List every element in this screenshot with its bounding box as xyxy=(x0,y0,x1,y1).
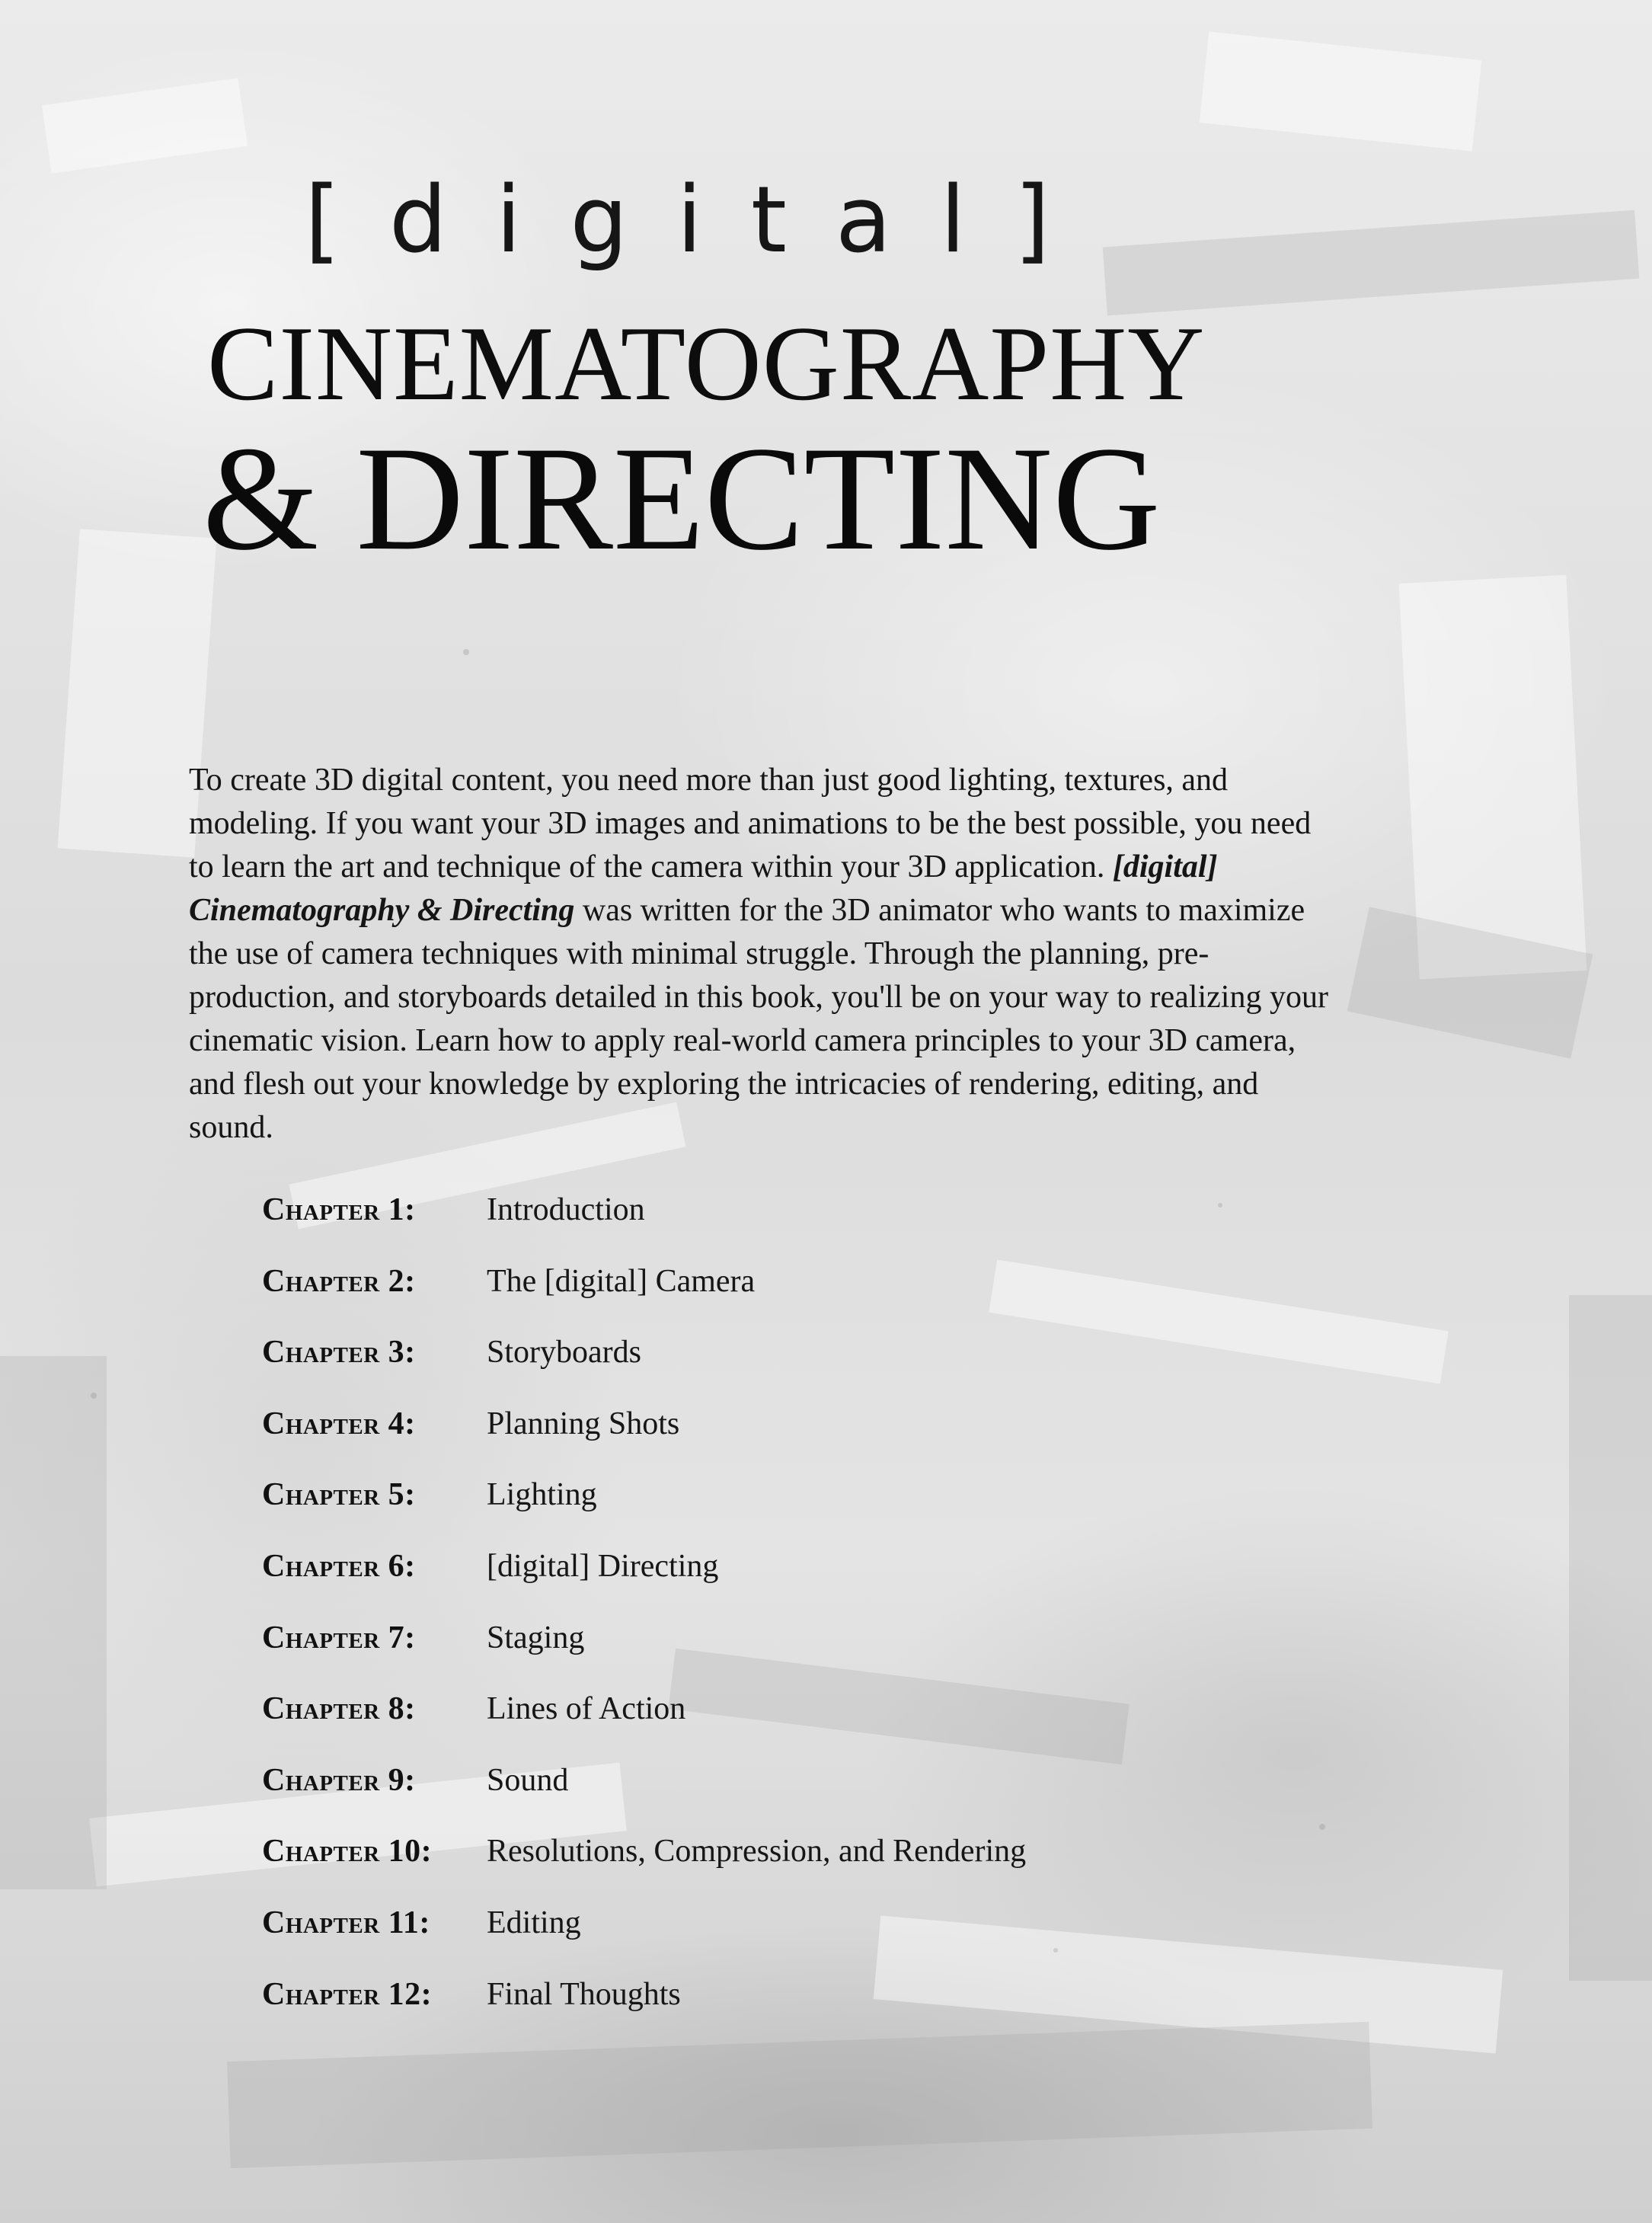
chapter-item xyxy=(262,1615,1328,1687)
chapter-title: Editing xyxy=(487,1905,581,1940)
description-book-title: [digital] Cinematography & Directing xyxy=(189,849,1218,928)
chapter-title: Lines of Action xyxy=(487,1691,686,1727)
chapter-label: Chapter 2: xyxy=(262,1263,416,1299)
chapter-title: Introduction xyxy=(487,1192,645,1227)
chapter-item xyxy=(262,1472,1328,1543)
chapter-title: Final Thoughts xyxy=(487,1976,681,2012)
book-description xyxy=(189,759,1339,1150)
chapter-item xyxy=(262,1900,1328,1972)
chapter-label: Chapter 1: xyxy=(262,1192,416,1227)
chapter-label: Chapter 8: xyxy=(262,1691,416,1727)
chapter-item xyxy=(262,1401,1328,1473)
chapter-item xyxy=(262,1187,1328,1259)
chapter-title: Storyboards xyxy=(487,1335,641,1371)
chapter-title: Sound xyxy=(487,1762,569,1798)
chapter-item xyxy=(262,1758,1328,1829)
book-title-line-2: & DIRECTING xyxy=(203,416,1161,581)
chapter-label: Chapter 7: xyxy=(262,1620,416,1655)
chapter-title: The [digital] Camera xyxy=(487,1263,756,1299)
chapter-label: Chapter 12: xyxy=(262,1976,433,2012)
chapter-label: Chapter 9: xyxy=(262,1762,416,1798)
chapter-title: Staging xyxy=(487,1620,585,1655)
chapter-item xyxy=(262,1828,1328,1900)
chapter-label: Chapter 5: xyxy=(262,1477,416,1513)
chapter-title: Lighting xyxy=(487,1477,597,1513)
description-text-part-1: To create 3D digital content, you need more than just good lighting, textures, and modeling. If you want your 3D images and animations to be the best possible, you need to learn the art and technique of the camera within your 3D application. xyxy=(189,763,1312,884)
chapter-label: Chapter 3: xyxy=(262,1335,416,1371)
chapter-title: Planning Shots xyxy=(487,1406,680,1441)
chapter-list xyxy=(262,1187,1328,2042)
chapter-label: Chapter 11: xyxy=(262,1905,430,1940)
chapter-label: Chapter 4: xyxy=(262,1406,416,1441)
series-wordmark: [digital] xyxy=(305,168,1099,273)
chapter-title: Resolutions, Compression, and Rendering xyxy=(487,1834,1027,1870)
chapter-item xyxy=(262,1972,1328,2043)
chapter-item xyxy=(262,1329,1328,1401)
description-text-part-2: was written for the 3D animator who wants to maximize the use of camera techniques with minimal struggle. Through the planning, pre-production, and storyboards detailed in this book, you'll be on your way to realizing your cinematic vision. Learn how to apply real-world camera principles to your 3D camera, and flesh out your knowledge by exploring the intricacies of rendering, editing, and sound. xyxy=(189,893,1328,1145)
chapter-label: Chapter 6: xyxy=(262,1548,416,1584)
book-title-line-1: CINEMATOGRAPHY xyxy=(207,305,1206,423)
chapter-title: [digital] Directing xyxy=(487,1548,719,1584)
chapter-item xyxy=(262,1259,1328,1330)
chapter-label: Chapter 10: xyxy=(262,1834,433,1870)
chapter-item xyxy=(262,1543,1328,1615)
chapter-item xyxy=(262,1686,1328,1758)
